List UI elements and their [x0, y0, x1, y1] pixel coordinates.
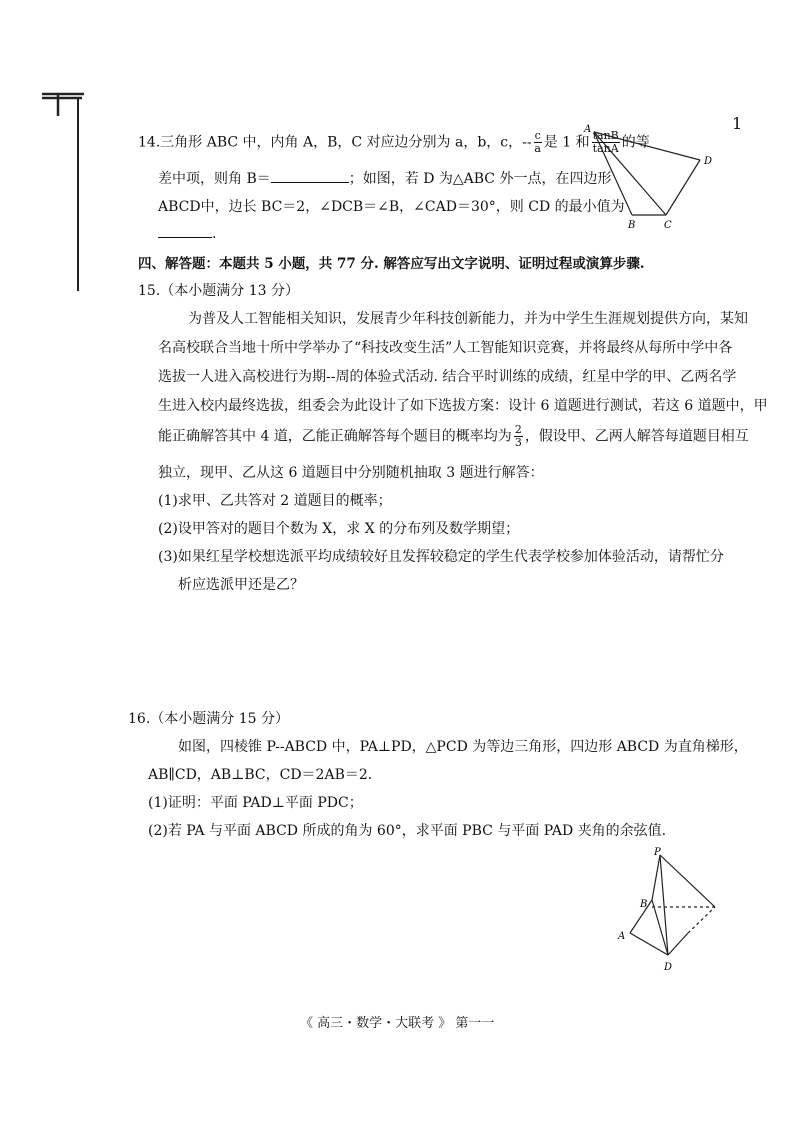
vertex-label-a: A — [584, 124, 592, 135]
answer-blank-angle-b[interactable] — [271, 182, 349, 183]
vertex-label-b: B — [628, 220, 636, 231]
fraction-tanb-over-tana: $\frac{\tan B}{\tan A}$ — [592, 129, 619, 155]
q15-heading: 15.（本小题满分 13 分） — [138, 283, 299, 299]
fraction-two-thirds: $\frac{2}{3}$ — [514, 423, 522, 449]
vertex-label-b-pyramid: B — [640, 899, 648, 910]
q16-part-1: (1)证明：平面 PAD⊥平面 PDC； — [148, 795, 363, 811]
q14-line-1 — [138, 130, 650, 155]
q16-pyramid-figure — [610, 845, 730, 980]
q14-text-a: 14.三角形 ABC 中，内角 A，B，C 对应边分别为 a，b，c，-- — [138, 134, 532, 151]
q15-line-3: 选拔一人进入高校进行为期--周的体验式活动. 结合平时训练的成绩，红星中学的甲、乙两名学 — [158, 369, 737, 385]
q15-line-2: 名高校联合当地十所中学举办了“科技改变生活”人工智能知识竞赛，并将最终从每所中学中各 — [158, 340, 733, 356]
q14-text-b: 是 1 和 — [543, 134, 590, 151]
q15-line-6: 独立，现甲、乙从这 6 道题目中分别随机抽取 3 题进行解答： — [158, 465, 544, 481]
vertex-label-a-pyramid: A — [618, 931, 626, 942]
q15-part-1: (1)求甲、乙共答对 2 道题目的概率； — [158, 493, 392, 509]
q15-part-3b: 析应选派甲还是乙？ — [178, 577, 304, 593]
answer-blank-cd-min[interactable] — [158, 237, 212, 238]
q15-line-5: 能正确解答其中 4 道，乙能正确解答每个题目的概率均为 $\frac{2}{3}$ ，假设甲、乙两人解答每道题目相互 — [158, 423, 749, 449]
q15-line-4: 生进入校内最终选拔，组委会为此设计了如下选拔方案：设计 6 道题进行测试，若这 6 道题中，甲 — [158, 398, 768, 414]
q15-line-1: 为普及人工智能相关知识，发展青少年科技创新能力，并为中学生生涯规划提供方向，某知 — [188, 311, 748, 327]
fraction-c-over-a: $\frac{c}{a}$ — [534, 129, 541, 155]
vertex-label-d-pyramid: D — [664, 962, 673, 973]
q14-text-d: 差中项，则角 B＝ — [158, 171, 271, 187]
q16-line-2: AB∥CD，AB⊥BC，CD＝2AB＝2. — [148, 767, 373, 783]
q14-quadrilateral-figure — [580, 120, 720, 240]
vertex-label-d: D — [704, 156, 713, 167]
page-number: 1 — [732, 114, 743, 133]
section-4-heading: 四、解答题：本题共 5 小题，共 77 分. 解答应写出文字说明、证明过程或演算步骤. — [138, 256, 645, 272]
q14-line-3: ABCD中，边长 BC＝2，∠DCB＝∠B，∠CAD＝30°，则 CD 的最小值为 — [158, 199, 625, 215]
vertex-label-c: C — [664, 220, 672, 231]
q14-text-e: ；如图，若 D 为△ABC 外一点，在四边形 — [348, 171, 612, 187]
q16-heading: 16.（本小题满分 15 分） — [128, 711, 289, 727]
q14-line-4: . — [158, 226, 216, 242]
q16-line-1: 如图，四棱锥 P--ABCD 中，PA⊥PD，△PCD 为等边三角形，四边形 ABCD 为直角梯形， — [178, 739, 748, 755]
q15-part-2: (2)设甲答对的题目个数为 X，求 X 的分布列及数学期望； — [158, 521, 520, 537]
page-footer: 《 高三・数学・大联考 》 第一一 — [300, 1016, 495, 1031]
q14-text-c: 的等 — [621, 134, 650, 151]
q14-line-2 — [158, 168, 611, 188]
q15-part-3a: (3)如果红星学校想选派平均成绩较好且发挥较稳定的学生代表学校参加体验活动，请帮忙分 — [158, 549, 724, 565]
vertex-label-p: P — [654, 847, 661, 858]
q16-part-2: (2)若 PA 与平面 ABCD 所成的角为 60°，求平面 PBC 与平面 PAD 夹角的余弦值. — [148, 823, 667, 839]
binding-bracket-mark — [38, 86, 88, 296]
